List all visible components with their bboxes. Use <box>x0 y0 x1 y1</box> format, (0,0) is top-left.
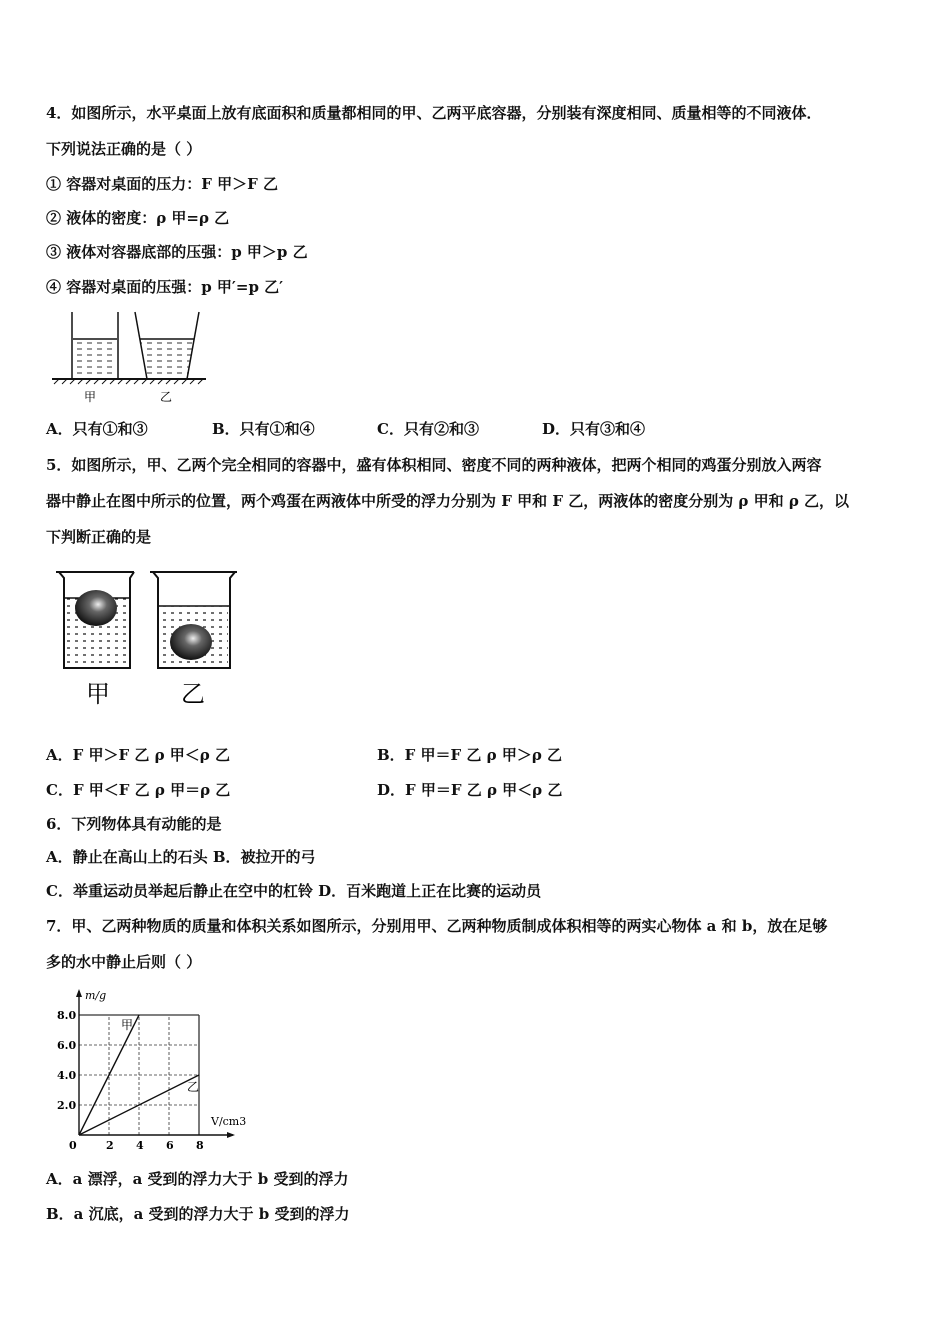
q4-stem-line1: 4．如图所示，水平桌面上放有底面积和质量都相同的甲、乙两平底容器，分别装有深度相同、质量相等的不同液体． <box>46 104 822 122</box>
chart-x-axis-arrow <box>227 1132 235 1138</box>
q4-statement-2: ② 液体的密度：ρ 甲=ρ 乙 <box>46 209 230 227</box>
q7-option-b[interactable]: B．a 沉底，a 受到的浮力大于 b 受到的浮力 <box>46 1205 350 1223</box>
q5-fig-label-b: 乙 <box>181 680 205 708</box>
chart-x-tick-label: 2 <box>106 1139 114 1152</box>
chart-x-axis-label: V/cm3 <box>211 1115 247 1128</box>
q5-option-b[interactable]: B．F 甲＝F 乙 ρ 甲＞ρ 乙 <box>377 746 563 764</box>
q7-option-a[interactable]: A．a 漂浮，a 受到的浮力大于 b 受到的浮力 <box>46 1170 349 1188</box>
chart-y-tick-label: 6.0 <box>57 1039 77 1052</box>
q6-stem: 6．下列物体具有动能的是 <box>46 815 222 833</box>
q4-fig-label-a: 甲 <box>84 390 97 404</box>
q6-options-ab[interactable]: A．静止在高山上的石头 B．被拉开的弓 <box>46 848 316 866</box>
chart-y-tick-label: 4.0 <box>57 1069 77 1082</box>
q5-option-d[interactable]: D．F 甲＝F 乙 ρ 甲＜ρ 乙 <box>377 781 563 799</box>
q5-beakers-figure <box>50 568 245 712</box>
q4-option-c[interactable]: C．只有②和③ <box>377 420 479 438</box>
chart-y-tick-label: 8.0 <box>57 1009 77 1022</box>
q4-statement-1: ① 容器对桌面的压力：F 甲＞F 乙 <box>46 175 278 193</box>
q4-statement-3: ③ 液体对容器底部的压强：p 甲＞p 乙 <box>46 243 308 261</box>
chart-x-tick-label: 6 <box>166 1139 174 1152</box>
q7-mass-volume-chart <box>55 985 255 1155</box>
q7-stem-line2: 多的水中静止后则（ ） <box>46 953 202 971</box>
q5-option-a[interactable]: A．F 甲＞F 乙 ρ 甲＜ρ 乙 <box>46 746 230 764</box>
q5-stem-line1: 5．如图所示，甲、乙两个完全相同的容器中，盛有体积相同、密度不同的两种液体，把两个相同的鸡蛋分别放入两容 <box>46 456 822 474</box>
chart-x-tick-label: 4 <box>136 1139 144 1152</box>
chart-series-label-1: 甲 <box>121 1018 134 1032</box>
q4-fig-label-b: 乙 <box>160 390 173 404</box>
q5-option-c[interactable]: C．F 甲＜F 乙 ρ 甲＝ρ 乙 <box>46 781 231 799</box>
q4-liquid-a <box>73 339 117 378</box>
q5-fig-label-a: 甲 <box>86 680 110 708</box>
q5-stem-line2: 器中静止在图中所示的位置，两个鸡蛋在两液体中所受的浮力分别为 F 甲和 F 乙，两液体的密度分别为 ρ 甲和 ρ 乙，以 <box>46 492 850 510</box>
q5-egg-b <box>170 624 212 660</box>
q5-egg-a <box>75 590 117 626</box>
q4-statement-4: ④ 容器对桌面的压强：p 甲′=p 乙′ <box>46 278 284 296</box>
q6-options-cd[interactable]: C．举重运动员举起后静止在空中的杠铃 D．百米跑道上正在比赛的运动员 <box>46 882 542 900</box>
q5-stem-line3: 下判断正确的是 <box>46 528 152 546</box>
q4-option-b[interactable]: B．只有①和④ <box>212 420 315 438</box>
q4-option-a[interactable]: A．只有①和③ <box>46 420 148 438</box>
chart-x-tick-label: 8 <box>196 1139 204 1152</box>
q4-option-d[interactable]: D．只有③和④ <box>542 420 646 438</box>
q4-stem-line2: 下列说法正确的是（ ） <box>46 140 202 158</box>
chart-y-axis-arrow <box>76 989 82 997</box>
q7-stem-line1: 7．甲、乙两种物质的质量和体积关系如图所示，分别用甲、乙两种物质制成体积相等的两实心物体 a 和 b，放在足够 <box>46 917 828 935</box>
chart-series-label-2: 乙 <box>187 1080 200 1094</box>
chart-x-tick-label: 0 <box>69 1139 77 1152</box>
chart-y-axis-label: m/g <box>85 989 107 1002</box>
q4-liquid-b <box>140 339 194 378</box>
chart-y-tick-label: 2.0 <box>57 1099 77 1112</box>
q4-containers-figure <box>46 310 216 406</box>
